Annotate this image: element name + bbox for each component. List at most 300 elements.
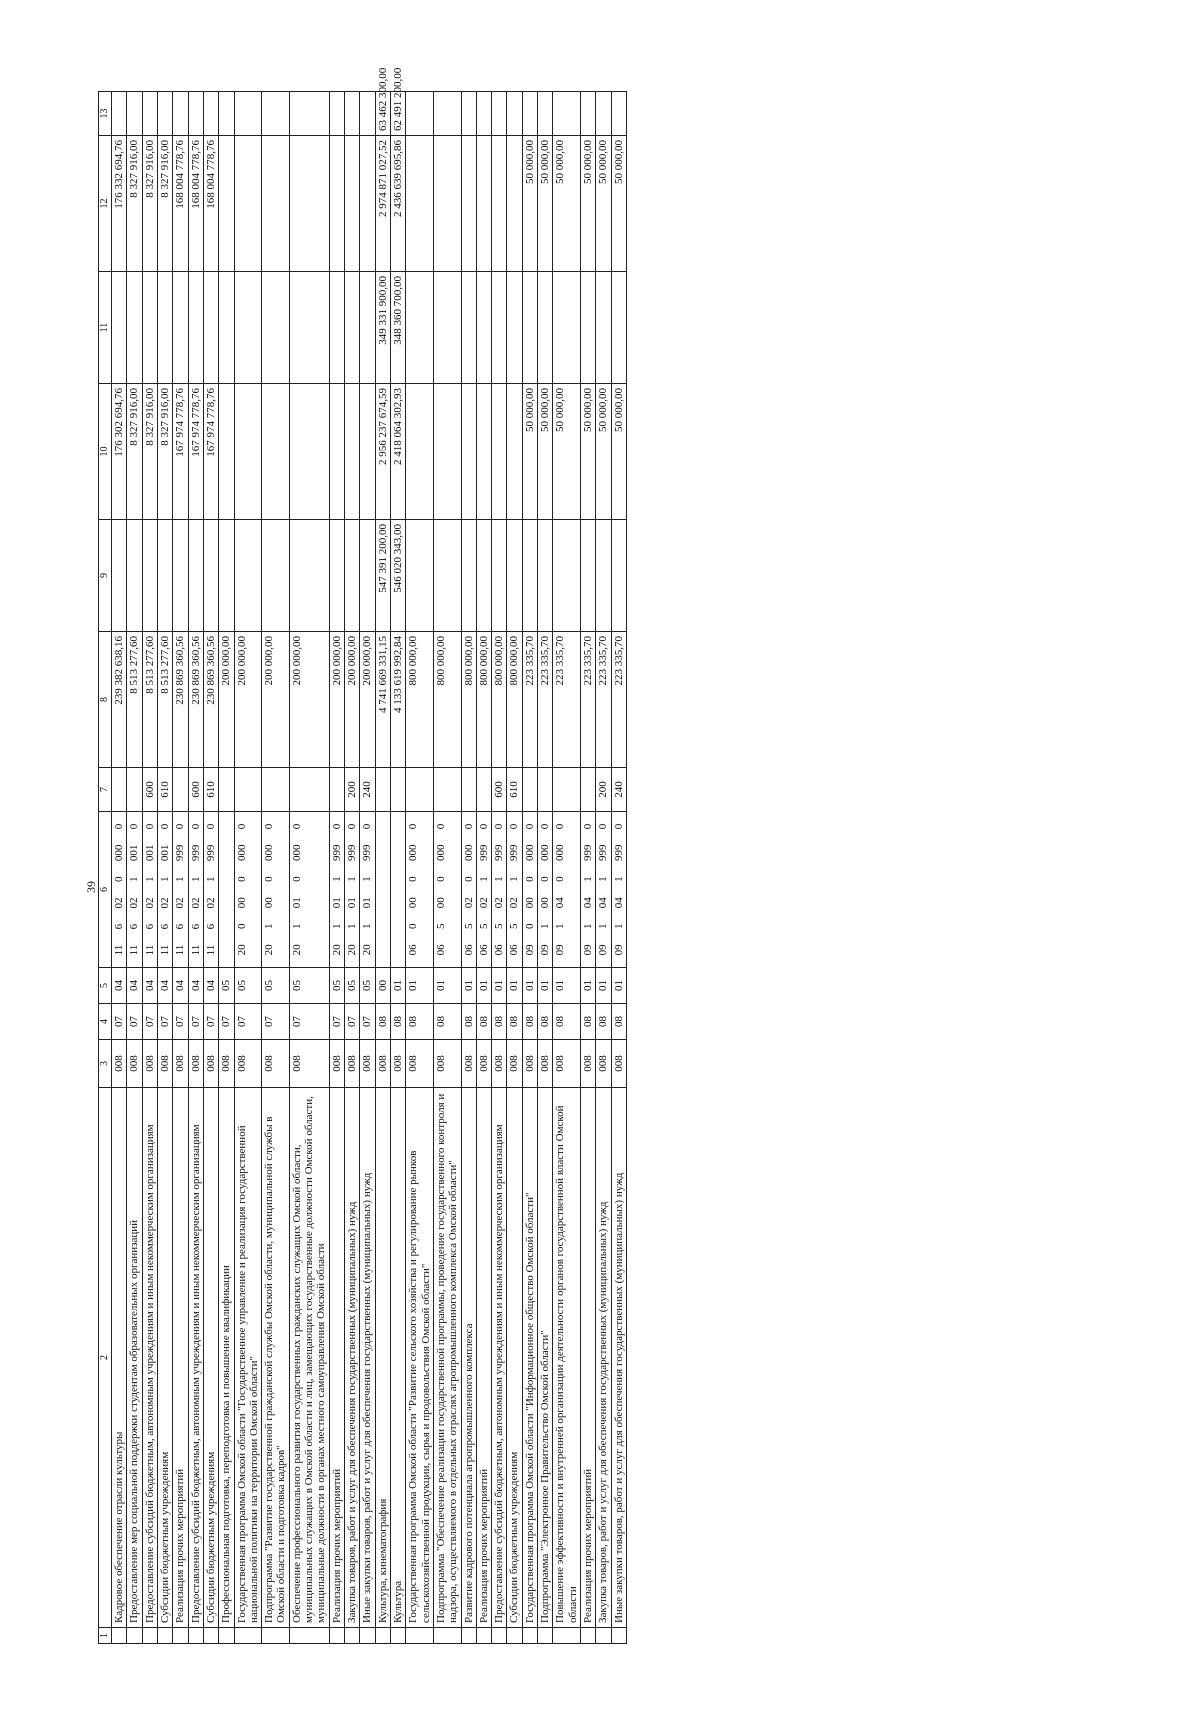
cell-c13 [581,92,596,136]
target-article-part: 0 [290,876,303,882]
target-article-part: 02 [128,897,141,909]
cell-c12: 168 004 778,76 [188,136,203,272]
cell-c3: 008 [289,1040,329,1088]
cell-c11 [538,272,553,384]
cell-c1 [553,1628,581,1644]
cell-c10: 50 000,00 [553,384,581,520]
cell-c4: 07 [157,1004,172,1040]
cell-c7: 200 [596,768,611,812]
target-article-part: 0 [597,823,610,830]
cell-c12: 8 327 916,00 [127,136,142,272]
target-article-part: 20 [361,944,374,956]
cell-c1 [476,1628,491,1644]
cell-c4: 07 [142,1004,157,1040]
cell-c4: 08 [553,1004,581,1040]
target-article-part: 1 [582,876,594,882]
cell-c3: 008 [329,1040,344,1088]
target-article-part: 0 [189,823,202,830]
cell-c9 [581,520,596,632]
target-article-part: 999 [330,844,343,862]
target-article-part: 02 [174,897,187,909]
target-article-part: 06 [508,944,521,956]
cell-c5: 01 [390,968,405,1004]
cell-c11 [203,272,218,384]
column-number: 6 [99,812,112,968]
target-article-part: 0 [582,823,594,830]
cell-c1 [596,1628,611,1644]
cell-c2: Реализация прочих мероприятий [329,1088,344,1628]
cell-c11 [507,272,522,384]
target-article-part: 01 [290,897,303,909]
cell-c1 [289,1628,329,1644]
cell-c11 [522,272,537,384]
cell-c4: 08 [596,1004,611,1040]
target-article-part: 0 [612,823,625,830]
target-article-part: 11 [128,944,141,956]
cell-c12 [492,136,507,272]
target-article-part: 04 [612,897,625,909]
cell-c2: Подпрограмма "Обеспечение реализации государственной программы, проведение государственного контроля и надзора, осуществляемого в отдельных отраслях агропромышленного комплекса Омской области" [433,1088,461,1628]
cell-c7 [234,768,262,812]
column-number: 4 [99,1004,112,1040]
cell-c3: 008 [173,1040,188,1088]
target-article-part: 1 [597,923,610,930]
cell-c7 [406,768,434,812]
target-article-part: 06 [462,944,475,956]
target-article-part: 11 [189,944,202,956]
cell-c8: 230 869 360,56 [203,632,218,768]
target-article-part: 1 [612,923,625,930]
table-row [289,92,329,1644]
cell-c2: Государственная программа Омской области "Развитие сельского хозяйства и регулирование рынков сельскохозяйственной продукции, сырья и продовольствия Омской области" [406,1088,434,1628]
target-article-part: 20 [263,944,276,956]
cell-c5: 05 [219,968,234,1004]
cell-c8: 223 335,70 [553,632,581,768]
cell-c4: 08 [492,1004,507,1040]
target-article-part: 02 [113,897,125,909]
cell-c11 [596,272,611,384]
target-article-part: 0 [143,823,156,830]
cell-c11 [112,272,127,384]
cell-c6 [476,812,491,968]
target-article-part: 999 [189,844,202,862]
cell-c2: Кадровое обеспечение отрасли культуры [112,1088,127,1628]
target-article-part: 04 [597,897,610,909]
target-article-part: 00 [235,897,248,909]
target-article-part: 000 [434,844,447,862]
cell-c10: 167 974 778,76 [173,384,188,520]
target-article-part: 11 [113,944,125,956]
target-article-part: 02 [508,897,521,909]
cell-c8: 200 000,00 [329,632,344,768]
target-article-part: 999 [508,844,521,862]
target-article-part: 1 [330,923,343,930]
cell-c10: 50 000,00 [596,384,611,520]
cell-c8: 223 335,70 [581,632,596,768]
cell-c9: 546 020 343,00 [390,520,405,632]
cell-c5: 04 [188,968,203,1004]
cell-c3: 008 [112,1040,127,1088]
cell-c1 [433,1628,461,1644]
cell-c12: 168 004 778,76 [173,136,188,272]
cell-c7 [461,768,476,812]
cell-c13 [142,92,157,136]
cell-c13 [329,92,344,136]
target-article-part: 5 [493,923,506,930]
cell-c11 [262,272,290,384]
target-article-part: 01 [361,897,374,909]
cell-c9 [127,520,142,632]
cell-c6 [262,812,290,968]
column-number: 13 [99,92,112,136]
cell-c5: 04 [127,968,142,1004]
cell-c9 [142,520,157,632]
cell-c5: 05 [360,968,375,1004]
cell-c1 [329,1628,344,1644]
cell-c3: 008 [188,1040,203,1088]
cell-c13 [203,92,218,136]
cell-c13 [188,92,203,136]
cell-c7 [390,768,405,812]
cell-c12 [461,136,476,272]
table-row [522,92,537,1644]
cell-c1 [375,1628,390,1644]
cell-c7 [112,768,127,812]
target-article-part: 0 [407,923,420,930]
cell-c11 [329,272,344,384]
target-article-part: 5 [508,923,521,930]
table-row [157,92,172,1644]
cell-c2: Предоставление мер социальной поддержки студентам образовательных организаций [127,1088,142,1628]
cell-c7 [127,768,142,812]
cell-c8: 800 000,00 [476,632,491,768]
cell-c1 [492,1628,507,1644]
target-article-part: 04 [554,897,567,909]
cell-c1 [360,1628,375,1644]
cell-c5: 04 [142,968,157,1004]
cell-c1 [127,1628,142,1644]
cell-c6 [345,812,360,968]
target-article-part: 5 [434,923,447,930]
table-row [262,92,290,1644]
target-article-part: 0 [523,823,536,830]
cell-c10 [433,384,461,520]
cell-c10 [476,384,491,520]
cell-c2: Реализация прочих мероприятий [581,1088,596,1628]
cell-c5: 04 [157,968,172,1004]
cell-c11 [553,272,581,384]
cell-c8: 230 869 360,56 [188,632,203,768]
table-row [142,92,157,1644]
cell-c3: 008 [433,1040,461,1088]
cell-c3: 008 [522,1040,537,1088]
target-article-part: 1 [554,923,567,930]
cell-c5: 01 [433,968,461,1004]
target-article-part: 6 [128,923,141,930]
cell-c10: 8 327 916,00 [127,384,142,520]
cell-c6 [127,812,142,968]
cell-c7 [522,768,537,812]
cell-c4: 07 [173,1004,188,1040]
cell-c1 [112,1628,127,1644]
cell-c2: Подпрограмма "Электронное Правительство Омской области" [538,1088,553,1628]
cell-c10: 50 000,00 [611,384,626,520]
cell-c7 [375,768,390,812]
target-article-part: 1 [143,876,156,883]
cell-c7: 600 [188,768,203,812]
table-row [611,92,626,1644]
cell-c4: 07 [203,1004,218,1040]
cell-c6 [538,812,553,968]
cell-c9 [203,520,218,632]
cell-c3: 008 [406,1040,434,1088]
target-article-part: 1 [361,876,374,882]
cell-c2: Закупка товаров, работ и услуг для обеспечения государственных (муниципальных) нужд [345,1088,360,1628]
cell-c5: 01 [538,968,553,1004]
cell-c7 [173,768,188,812]
target-article-part: 1 [158,876,171,883]
target-article-part: 1 [493,876,506,882]
target-article-part: 09 [582,944,594,956]
cell-c8: 200 000,00 [234,632,262,768]
column-number: 2 [99,1088,112,1628]
cell-c3: 008 [507,1040,522,1088]
cell-c1 [173,1628,188,1644]
target-article-part: 1 [204,876,217,883]
target-article-part: 0 [113,876,125,883]
cell-c1 [157,1628,172,1644]
column-number: 3 [99,1040,112,1088]
cell-c10: 8 327 916,00 [157,384,172,520]
cell-c10: 50 000,00 [538,384,553,520]
cell-c10 [507,384,522,520]
target-article-part: 999 [597,844,610,862]
cell-c13 [492,92,507,136]
target-article-part: 1 [539,923,552,930]
cell-c7 [538,768,553,812]
cell-c6 [234,812,262,968]
column-number: 5 [99,968,112,1004]
cell-c13 [345,92,360,136]
cell-c4: 08 [507,1004,522,1040]
cell-c2: Культура [390,1088,405,1628]
cell-c10: 8 327 916,00 [142,384,157,520]
target-article-part: 00 [407,897,420,909]
cell-c12 [234,136,262,272]
budget-table [98,67,627,1644]
cell-c9 [406,520,434,632]
cell-c13: 63 462 300,00 [375,92,390,136]
target-article-part: 0 [346,823,358,830]
cell-c6 [203,812,218,968]
cell-c10 [345,384,360,520]
cell-c8: 223 335,70 [611,632,626,768]
cell-c5: 00 [375,968,390,1004]
cell-c1 [203,1628,218,1644]
target-article-part: 000 [539,844,552,862]
cell-c11 [406,272,434,384]
cell-c7: 240 [611,768,626,812]
cell-c7 [581,768,596,812]
table-row [188,92,203,1644]
target-article-part: 6 [113,923,125,930]
table-row [476,92,491,1644]
cell-c13 [553,92,581,136]
cell-c13 [406,92,434,136]
cell-c4: 08 [461,1004,476,1040]
cell-c4: 07 [219,1004,234,1040]
table-row [112,92,127,1644]
cell-c13 [360,92,375,136]
cell-c3: 008 [345,1040,360,1088]
cell-c11 [289,272,329,384]
cell-c12: 50 000,00 [538,136,553,272]
cell-c7 [553,768,581,812]
target-article-part: 06 [493,944,506,956]
cell-c4: 07 [188,1004,203,1040]
target-article-part: 06 [477,944,490,956]
cell-c4: 07 [289,1004,329,1040]
column-number: 12 [99,136,112,272]
cell-c5: 01 [492,968,507,1004]
cell-c5: 01 [522,968,537,1004]
cell-c4: 08 [581,1004,596,1040]
cell-c12 [262,136,290,272]
cell-c7 [289,768,329,812]
cell-c4: 07 [234,1004,262,1040]
target-article-part: 01 [346,897,358,909]
table-row [492,92,507,1644]
cell-c9 [219,520,234,632]
target-article-part: 0 [477,823,490,830]
cell-c6 [492,812,507,968]
cell-c11 [581,272,596,384]
target-article-part: 0 [235,823,248,830]
cell-c5: 05 [262,968,290,1004]
cell-c13 [507,92,522,136]
cell-c11 [157,272,172,384]
cell-c10: 167 974 778,76 [188,384,203,520]
cell-c13 [433,92,461,136]
target-article-part: 1 [508,876,521,882]
target-article-part: 0 [493,823,506,830]
cell-c2: Обеспечение профессионального развития государственных гражданских служащих Омской области, муниципальных служащих в Омской области и лиц, замещающих государственные должности Омской области, муниципальные должности в органах местного самоуправления Омской области [289,1088,329,1628]
cell-c5: 01 [581,968,596,1004]
cell-c12 [507,136,522,272]
cell-c1 [538,1628,553,1644]
target-article-part: 0 [235,923,248,930]
cell-c13 [611,92,626,136]
cell-c12 [360,136,375,272]
cell-c1 [461,1628,476,1644]
table-row [375,92,390,1644]
cell-c8: 800 000,00 [461,632,476,768]
table-row [360,92,375,1644]
cell-c13 [112,92,127,136]
target-article-part: 02 [477,897,490,909]
table-row [581,92,596,1644]
cell-c4: 08 [406,1004,434,1040]
cell-c3: 008 [127,1040,142,1088]
cell-c6 [375,812,390,968]
cell-c10 [289,384,329,520]
cell-c9 [173,520,188,632]
target-article-part: 6 [189,923,202,930]
table-row [507,92,522,1644]
target-article-part: 0 [263,876,276,882]
cell-c2: Повышение эффективности и внутренней организации деятельности органов государственной власти Омской области [553,1088,581,1628]
target-article-part: 1 [597,876,610,882]
target-article-part: 02 [143,897,156,909]
cell-c8: 8 513 277,60 [127,632,142,768]
target-article-part: 11 [143,944,156,956]
cell-c2: Реализация прочих мероприятий [173,1088,188,1628]
table-row [329,92,344,1644]
cell-c6 [188,812,203,968]
cell-c12: 50 000,00 [596,136,611,272]
target-article-part: 000 [407,844,420,862]
cell-c1 [142,1628,157,1644]
cell-c9 [234,520,262,632]
target-article-part: 20 [290,944,303,956]
table-row [433,92,461,1644]
cell-c6 [507,812,522,968]
target-article-part: 0 [263,823,276,830]
target-article-part: 999 [493,844,506,862]
cell-c2: Иные закупки товаров, работ и услуг для обеспечения государственных (муниципальных) нужд [360,1088,375,1628]
cell-c4: 07 [262,1004,290,1040]
cell-c4: 08 [375,1004,390,1040]
cell-c6 [611,812,626,968]
cell-c1 [234,1628,262,1644]
cell-c6 [596,812,611,968]
target-article-part: 001 [143,844,156,862]
cell-c1 [262,1628,290,1644]
cell-c3: 008 [553,1040,581,1088]
cell-c9 [345,520,360,632]
cell-c2: Государственная программа Омской области "Государственное управление и реализация государственной национальной политики на территории Омской области" [234,1088,262,1628]
target-article-part: 11 [204,944,217,956]
target-article-part: 999 [361,844,374,862]
cell-c13 [234,92,262,136]
target-article-part: 0 [539,876,552,882]
cell-c5: 01 [596,968,611,1004]
cell-c8: 200 000,00 [289,632,329,768]
target-article-part: 0 [523,923,536,930]
cell-c3: 008 [262,1040,290,1088]
cell-c9 [492,520,507,632]
cell-c6 [219,812,234,968]
cell-c2: Государственная программа Омской области "Информационное общество Омской области" [522,1088,537,1628]
cell-c13 [289,92,329,136]
cell-c11 [461,272,476,384]
cell-c12 [329,136,344,272]
cell-c8: 200 000,00 [345,632,360,768]
cell-c4: 08 [476,1004,491,1040]
cell-c5: 04 [112,968,127,1004]
target-article-part: 000 [523,844,536,862]
target-article-part: 6 [174,923,187,930]
cell-c8: 239 382 638,16 [112,632,127,768]
cell-c6 [553,812,581,968]
cell-c7 [329,768,344,812]
cell-c8: 4 741 669 331,15 [375,632,390,768]
target-article-part: 0 [235,876,248,882]
column-number: 9 [99,520,112,632]
cell-c3: 008 [611,1040,626,1088]
cell-c3: 008 [375,1040,390,1088]
table-body [99,67,627,1644]
